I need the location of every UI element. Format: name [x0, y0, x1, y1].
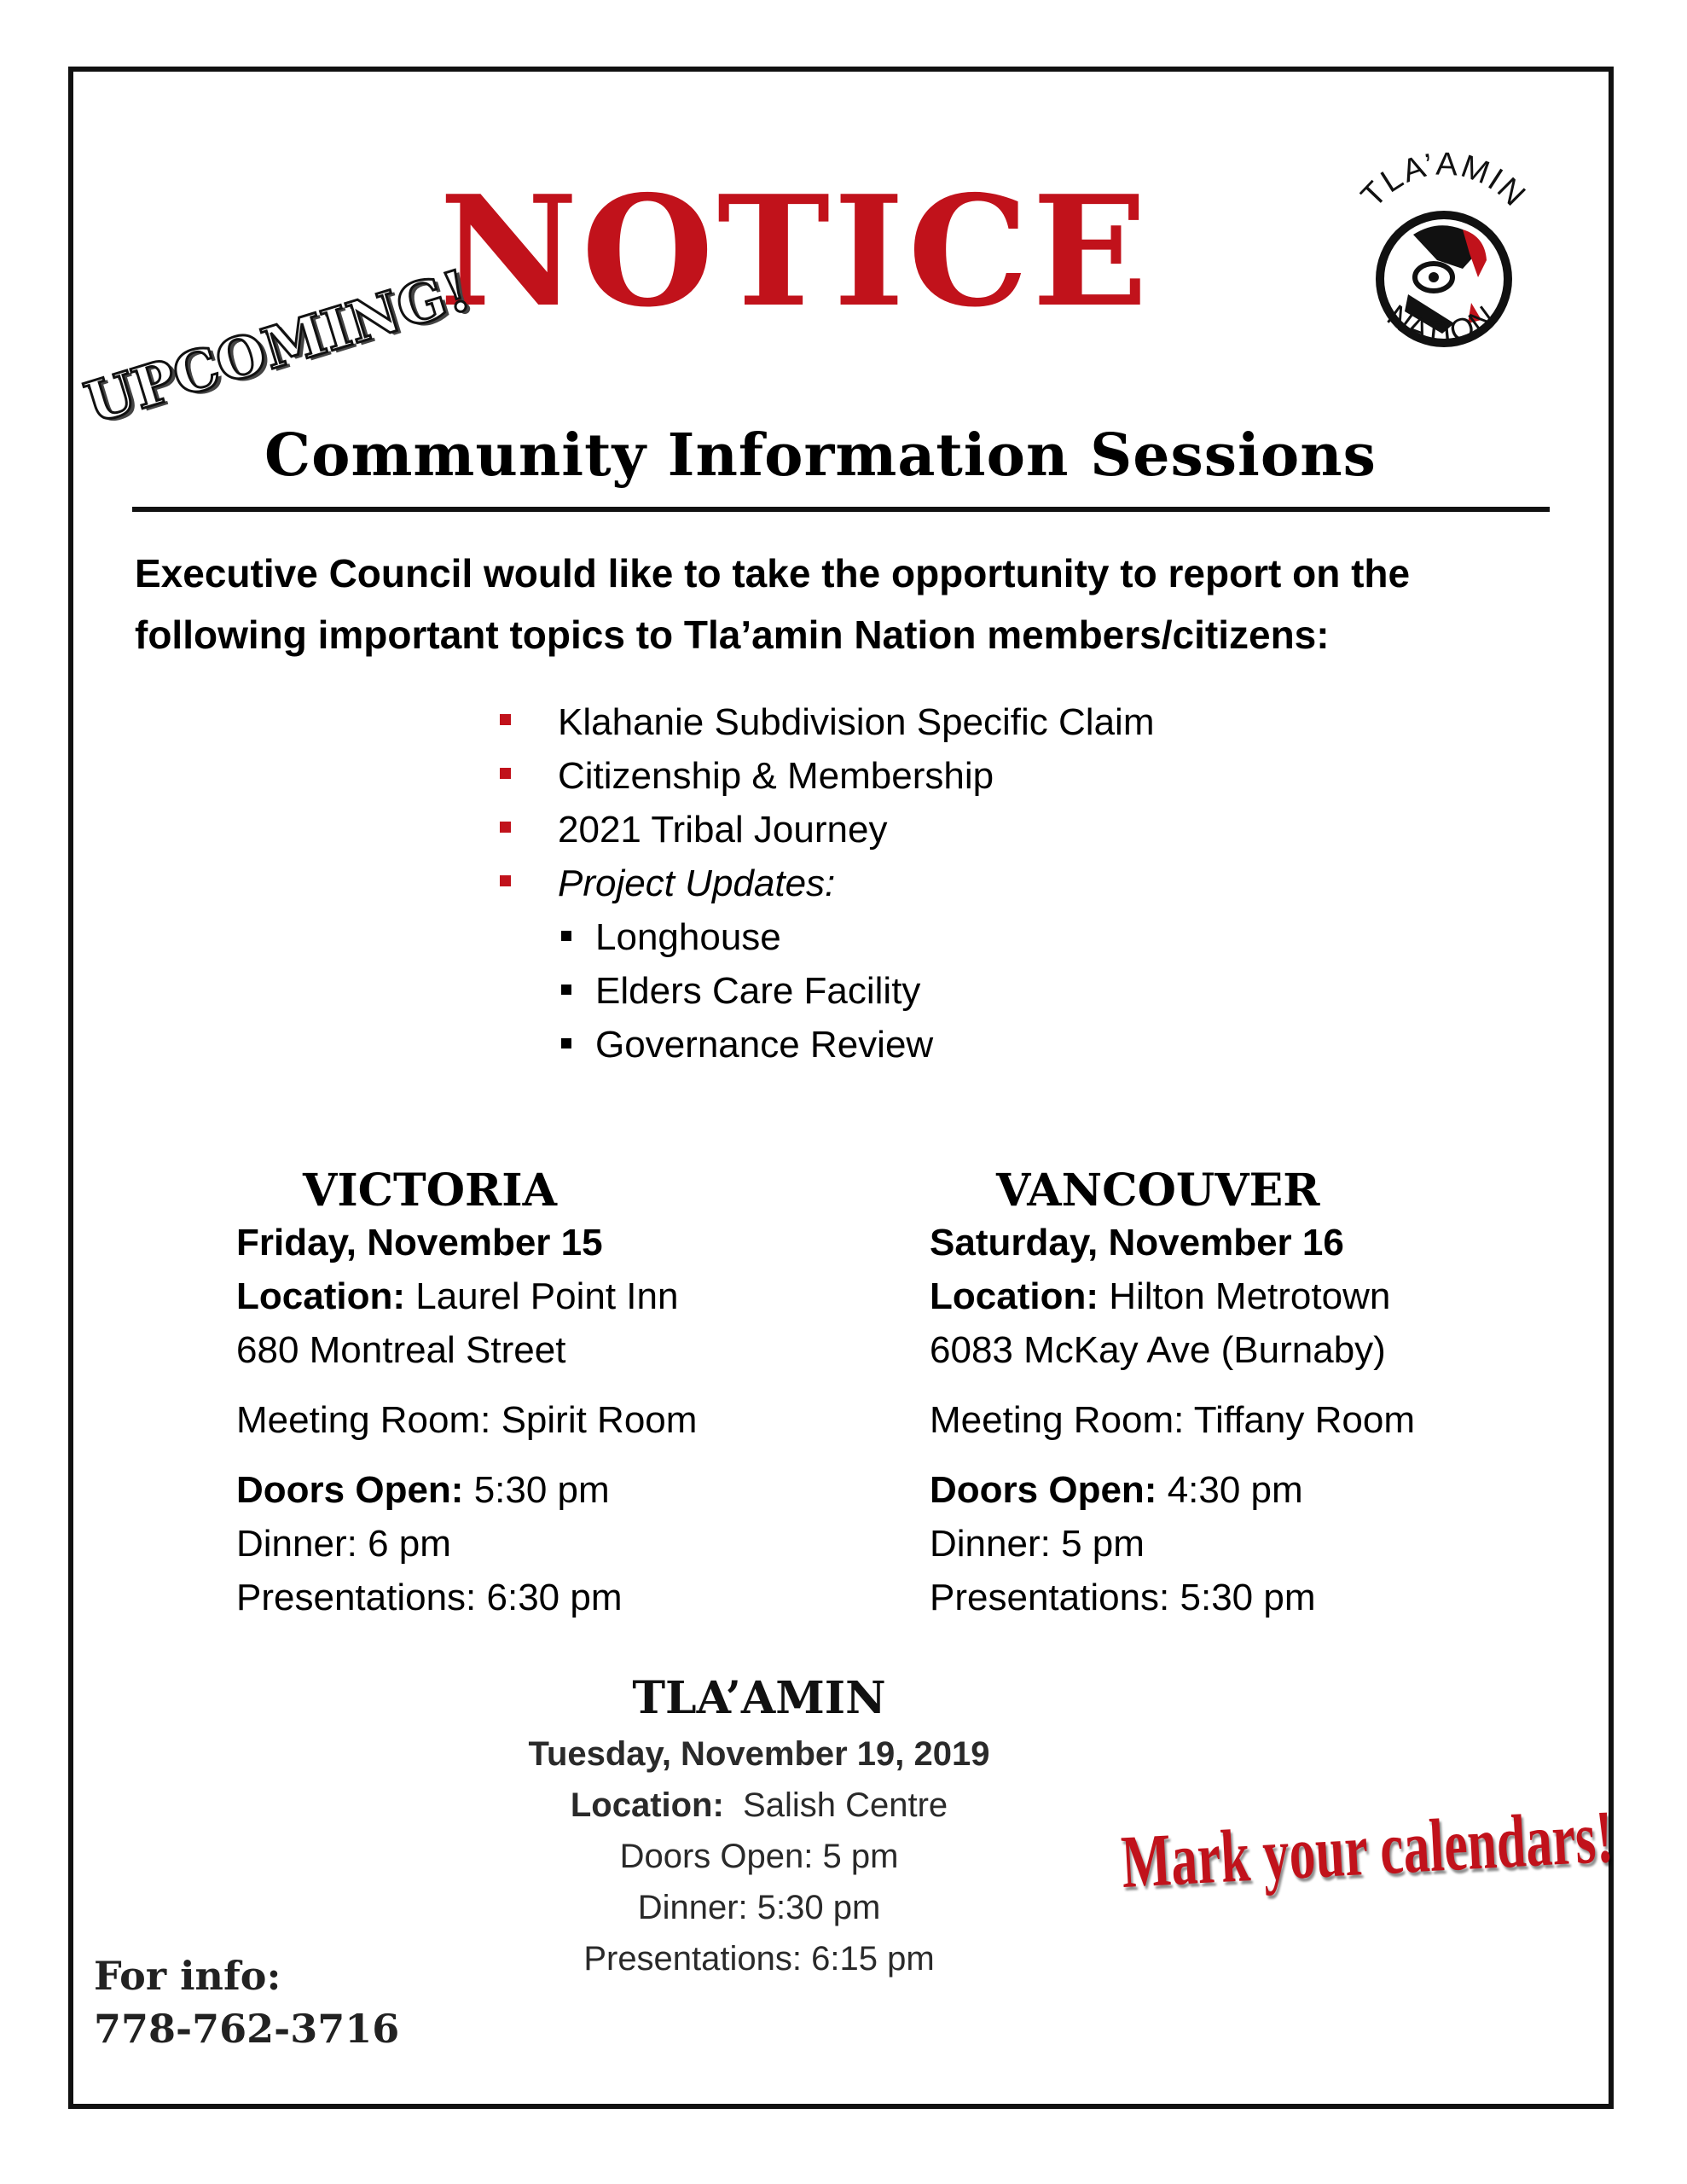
bullet-icon — [500, 768, 511, 779]
vancouver-room: Meeting Room: Tiffany Room — [930, 1399, 1415, 1441]
topic-list — [495, 695, 1154, 1072]
vancouver-heading: VANCOUVER — [996, 1165, 1320, 1217]
logo-top-text: TLA’AMIN — [1354, 146, 1533, 215]
logo-bottom-text: NATION — [1381, 297, 1502, 351]
doors-label: Doors Open: — [236, 1469, 464, 1511]
tlaamin-heading: TLA’AMIN — [632, 1672, 886, 1724]
location-label: Location: — [236, 1275, 405, 1317]
bullet-icon — [561, 931, 571, 941]
topic-item — [495, 695, 1154, 749]
bullet-icon — [500, 875, 511, 886]
victoria-location — [236, 1269, 697, 1323]
tlaamin-location — [478, 1780, 1041, 1831]
topic-label: Project Updates: — [558, 863, 836, 904]
victoria-doors — [236, 1463, 697, 1517]
victoria-room: Meeting Room: Spirit Room — [236, 1399, 698, 1441]
topic-label: Citizenship & Membership — [558, 755, 994, 797]
tlaamin-nation-logo — [1335, 141, 1548, 397]
topic-item — [495, 749, 1154, 803]
victoria-dinner: Dinner: 6 pm — [236, 1523, 451, 1565]
vancouver-presentations: Presentations: 5:30 pm — [930, 1577, 1316, 1618]
victoria-date: Friday, November 15 — [236, 1222, 603, 1263]
location-value: Laurel Point Inn — [415, 1275, 679, 1317]
topic-item — [495, 803, 1154, 857]
topic-label: Klahanie Subdivision Specific Claim — [558, 701, 1155, 743]
notice-title: NOTICE — [439, 162, 1151, 340]
subtopic-label: Elders Care Facility — [595, 970, 921, 1012]
subtopic-label: Governance Review — [595, 1024, 934, 1066]
page-subtitle: Community Information Sessions — [264, 421, 1377, 490]
victoria-session — [236, 1216, 697, 1624]
subtopic-item — [558, 910, 1154, 964]
vancouver-dinner: Dinner: 5 pm — [930, 1523, 1145, 1565]
location-value: Salish Centre — [743, 1786, 948, 1824]
location-value: Hilton Metrotown — [1109, 1275, 1391, 1317]
victoria-address: 680 Montreal Street — [236, 1329, 566, 1371]
intro-text: Executive Council would like to take the opportunity to report on the following important topics to Tla’amin Nation members/citizens: — [135, 551, 1411, 657]
vancouver-session — [930, 1216, 1415, 1624]
bullet-icon — [561, 985, 571, 995]
doors-value: 5:30 pm — [473, 1469, 610, 1511]
mark-your-calendars-callout: Mark your calendars! — [1119, 1795, 1615, 1904]
location-label: Location: — [930, 1275, 1099, 1317]
bullet-icon — [561, 1038, 571, 1048]
tlaamin-presentations: Presentations: 6:15 pm — [583, 1940, 935, 1978]
title-divider — [132, 507, 1550, 512]
doors-value: 4:30 pm — [1167, 1469, 1303, 1511]
bullet-icon — [500, 714, 511, 725]
upcoming-label: UPCOMING! — [77, 256, 478, 437]
subtopic-item — [558, 1018, 1154, 1072]
tlaamin-date: Tuesday, November 19, 2019 — [528, 1735, 990, 1773]
tlaamin-doors: Doors Open: 5 pm — [619, 1838, 899, 1875]
subtopic-item — [558, 964, 1154, 1018]
topic-label: 2021 Tribal Journey — [558, 809, 888, 851]
contact-info — [94, 1949, 399, 2055]
victoria-heading: VICTORIA — [303, 1165, 557, 1217]
doors-label: Doors Open: — [930, 1469, 1157, 1511]
topic-item — [495, 857, 1154, 1072]
vancouver-doors — [930, 1463, 1415, 1517]
vancouver-address: 6083 McKay Ave (Burnaby) — [930, 1329, 1386, 1371]
victoria-presentations: Presentations: 6:30 pm — [236, 1577, 623, 1618]
location-label: Location: — [570, 1786, 724, 1824]
vancouver-date: Saturday, November 16 — [930, 1222, 1344, 1263]
contact-label: For info: — [94, 1953, 281, 1999]
contact-phone: 778-762-3716 — [94, 2006, 400, 2052]
tlaamin-session — [478, 1669, 1041, 1984]
vancouver-location — [930, 1269, 1415, 1323]
bullet-icon — [500, 822, 511, 833]
svg-text:TLA’AMIN — [1354, 147, 1533, 215]
subtopic-label: Longhouse — [595, 916, 781, 958]
tlaamin-dinner: Dinner: 5:30 pm — [637, 1889, 881, 1926]
subtopic-list — [558, 910, 1154, 1072]
